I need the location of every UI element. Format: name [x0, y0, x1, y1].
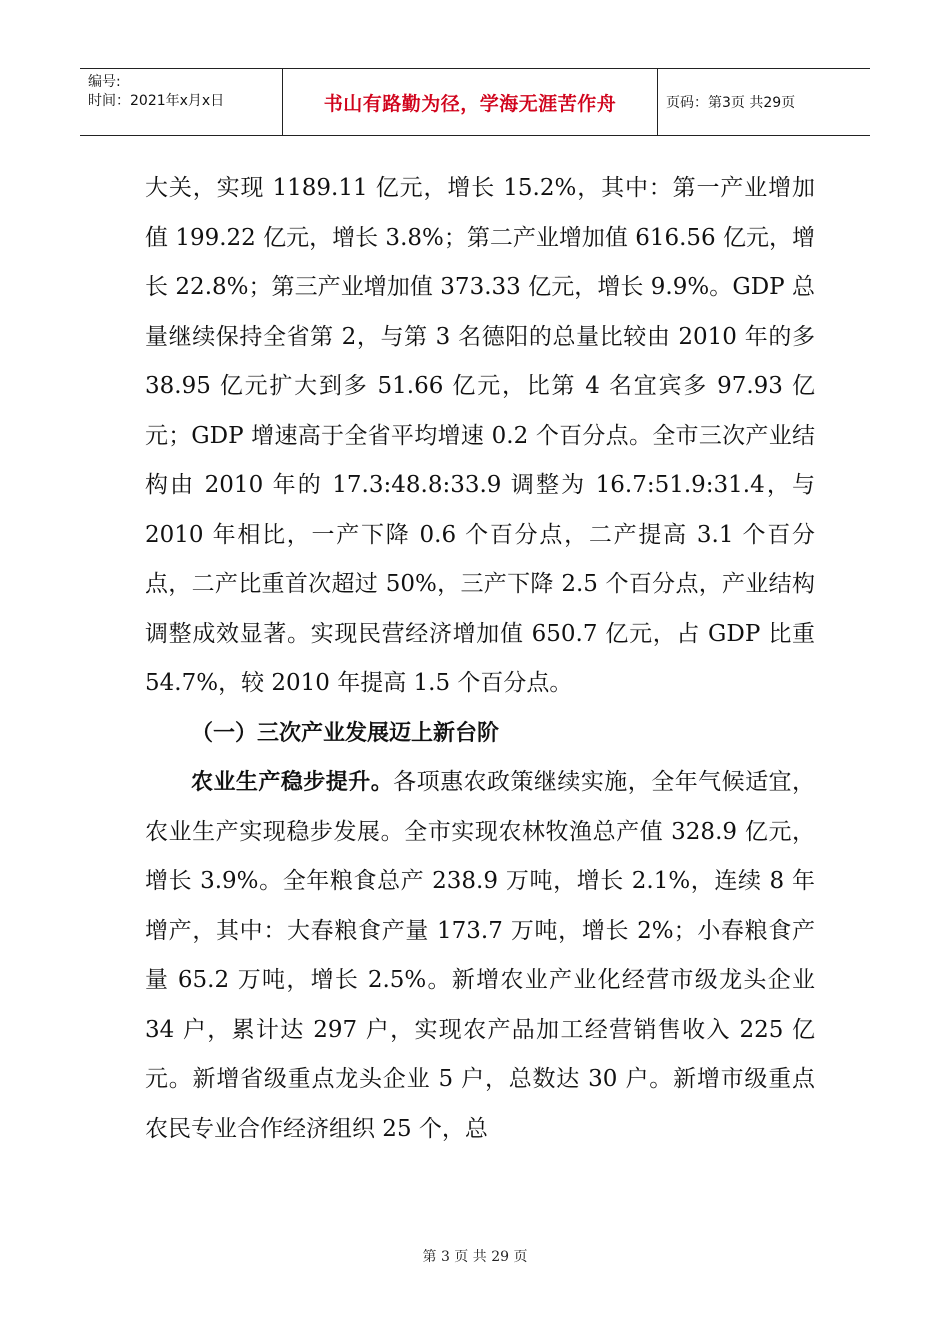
paragraph-lead: 农业生产稳步提升。	[191, 770, 394, 795]
page-header	[80, 68, 870, 136]
body-paragraph-1: 大关，实现 1189.11 亿元，增长 15.2%，其中：第一产业增加值 199.22 亿元，增长 3.8%；第二产业增加值 616.56 亿元，增长 22.8%；第三产业增加值 373.33 亿元，增长 9.9%。GDP 总量继续保持全省第 2，与第 3 名德阳的总量比较由 2010 年的多 38.95 亿元扩大到多 51.66 亿元，比第 4 名宜宾多 97.93 亿元；GDP 增速高于全省平均增速 0.2 个百分点。全市三次产业结构由 2010 年的 17.3:48.8:33.9 调整为 16.7:51.9:31.4，与 2010 年相比，一产下降 0.6 个百分点，二产提高 3.1 个百分点，二产比重首次超过 50%，三产下降 2.5 个百分点，产业结构调整成效显著。实现民营经济增加值 650.7 亿元，占 GDP 比重 54.7%，较 2010 年提高 1.5 个百分点。	[145, 175, 815, 696]
document-body	[145, 164, 815, 1154]
header-motto: 书山有路勤为径，学海无涯苦作舟	[283, 69, 658, 135]
header-meta	[80, 69, 283, 135]
document-date: 时间：2021年x月x日	[88, 93, 225, 109]
document-number: 编号:	[88, 74, 121, 90]
header-page-number: 页码：第3页 共29页	[666, 95, 796, 111]
section-heading: （一）三次产业发展迈上新台阶	[191, 720, 500, 746]
body-paragraph-2	[145, 758, 815, 1154]
paragraph-text: 各项惠农政策继续实施，全年气候适宜，农业生产实现稳步发展。全市实现农林牧渔总产值 328.9 亿元，增长 3.9%。全年粮食总产 238.9 万吨，增长 2.1%，连续 8 年增产，其中：大春粮食产量 173.7 万吨，增长 2%；小春粮食产量 65.2 万吨，增长 2.5%。新增农业产业化经营市级龙头企业 34 户，累计达 297 户，实现农产品加工经营销售收入 225 亿元。新增省级重点龙头企业 5 户，总数达 30 户。新增市级重点农民专业合作经济组织 25 个，总	[145, 769, 815, 1142]
page-footer: 第 3 页 共 29 页	[422, 1249, 528, 1265]
